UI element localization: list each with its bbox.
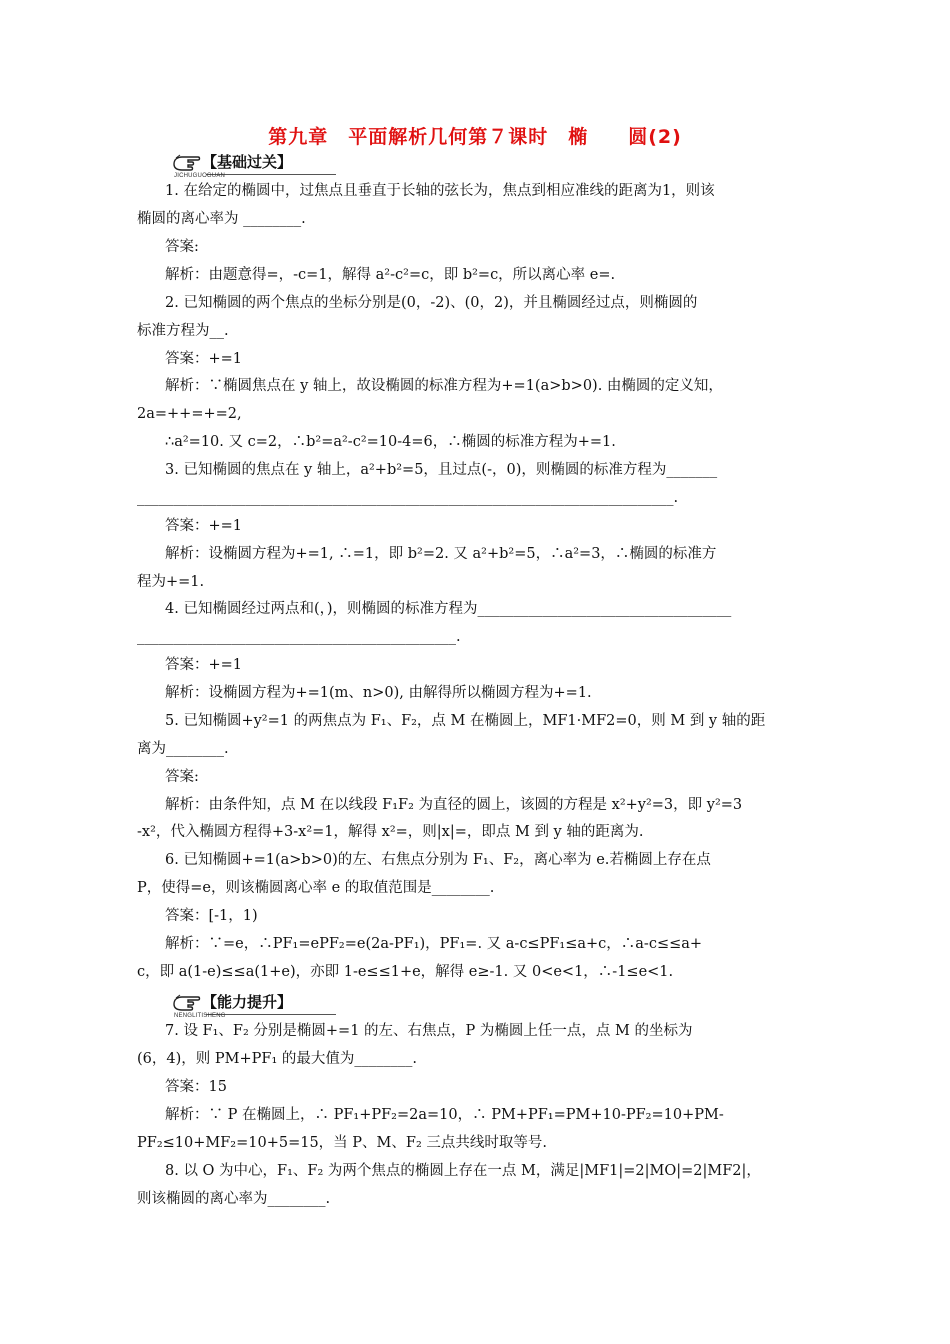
text-line: 答案：+=1 — [165, 657, 243, 673]
text-line: 答案: — [165, 239, 199, 255]
text-line: 答案: — [165, 769, 199, 785]
text-line: 解析：∵=e，∴PF₁=ePF₂=e(2a-PF₁)，PF₁=. 又 a-c≤PF₁≤a+c，∴a-c≤≤a+ — [165, 936, 703, 952]
text-line: 答案：+=1 — [165, 351, 243, 367]
section-pinyin: NENGLITISHENG — [174, 1013, 226, 1019]
text-line: 答案：+=1 — [165, 518, 243, 534]
text-line: 椭圆的离心率为 ________. — [137, 211, 306, 227]
text-line: 5. 已知椭圆+y²=1 的两焦点为 F₁、F₂，点 M 在椭圆上，MF1·MF2=0，则 M 到 y 轴的距 — [165, 713, 766, 729]
text-line: ____________________________________________. — [137, 629, 461, 645]
section-header-advanced — [170, 990, 340, 1024]
text-line: 2a=++=+=2, — [137, 406, 242, 422]
text-line: 则该椭圆的离心率为________. — [137, 1191, 331, 1207]
pointing-hand-icon — [172, 152, 202, 174]
text-line: PF₂≤10+MF₂=10+5=15，当 P、M、F₂ 三点共线时取等号. — [137, 1135, 547, 1151]
text-line: 解析：设椭圆方程为+=1(m、n>0), 由解得所以椭圆方程为+=1. — [165, 685, 592, 701]
text-line: c，即 a(1-e)≤≤a(1+e)，亦即 1-e≤≤1+e，解得 e≥-1. 又 0<e<1，∴-1≤e<1. — [137, 964, 674, 980]
section-pinyin: JICHUGUOGUAN — [174, 173, 226, 179]
text-line: 解析：∵ P 在椭圆上，∴ PF₁+PF₂=2a=10，∴ PM+PF₁=PM+10-PF₂=10+PM- — [165, 1107, 724, 1123]
text-line: 答案：[-1，1) — [165, 908, 258, 924]
text-line: 解析：设椭圆方程为+=1, ∴=1，即 b²=2. 又 a²+b²=5，∴a²=3，∴椭圆的标准方 — [165, 546, 717, 562]
text-line: 解析：∵椭圆焦点在 y 轴上，故设椭圆的标准方程为+=1(a>b>0). 由椭圆的定义知， — [165, 378, 723, 394]
text-line: 4. 已知椭圆经过两点和(，)，则椭圆的标准方程为___________________________________ — [165, 601, 732, 617]
text-line: 离为________. — [137, 741, 229, 757]
text-line: __________________________________________________________________________. — [137, 490, 679, 506]
text-line: 程为+=1. — [137, 574, 205, 590]
section-rule — [206, 174, 336, 175]
text-line: ∴a²=10. 又 c=2，∴b²=a²-c²=10-4=6，∴椭圆的标准方程为+=1. — [165, 434, 616, 450]
text-line: -x²，代入椭圆方程得+3-x²=1，解得 x²=，则|x|=，即点 M 到 y 轴的距离为. — [137, 824, 644, 840]
text-line: 标准方程为__. — [137, 323, 229, 339]
text-line: 解析：由条件知，点 M 在以线段 F₁F₂ 为直径的圆上，该圆的方程是 x²+y²=3，即 y²=3 — [165, 797, 743, 813]
text-line: 8. 以 O 为中心，F₁、F₂ 为两个焦点的椭圆上存在一点 M，满足|MF1|=2|MO|=2|MF2|， — [165, 1163, 761, 1179]
text-line: P，使得=e，则该椭圆离心率 e 的取值范围是________. — [137, 880, 495, 896]
text-line: 7. 设 F₁、F₂ 分别是椭圆+=1 的左、右焦点，P 为椭圆上任一点，点 M 的坐标为 — [165, 1023, 693, 1039]
page-title: 第九章 平面解析几何第７课时 椭 圆(2) — [268, 126, 682, 148]
text-line: 3. 已知椭圆的焦点在 y 轴上，a²+b²=5，且过点(-，0)，则椭圆的标准方程为_______ — [165, 462, 718, 478]
section-label: 【能力提升】 — [202, 993, 293, 1011]
text-line: 2. 已知椭圆的两个焦点的坐标分别是(0，-2)、(0，2)，并且椭圆经过点，则椭圆的 — [165, 295, 698, 311]
text-line: 答案：15 — [165, 1079, 227, 1095]
text-line: 6. 已知椭圆+=1(a>b>0)的左、右焦点分别为 F₁、F₂，离心率为 e.若椭圆上存在点 — [165, 852, 711, 868]
text-line: (6，4)，则 PM+PF₁ 的最大值为________. — [137, 1051, 417, 1067]
text-line: 1. 在给定的椭圆中，过焦点且垂直于长轴的弦长为，焦点到相应准线的距离为1，则该 — [165, 183, 715, 199]
pointing-hand-icon — [172, 992, 202, 1014]
section-label: 【基础过关】 — [202, 153, 293, 171]
text-line: 解析：由题意得=，-c=1，解得 a²-c²=c，即 b²=c，所以离心率 e=. — [165, 267, 616, 283]
section-header-basic — [170, 150, 340, 184]
